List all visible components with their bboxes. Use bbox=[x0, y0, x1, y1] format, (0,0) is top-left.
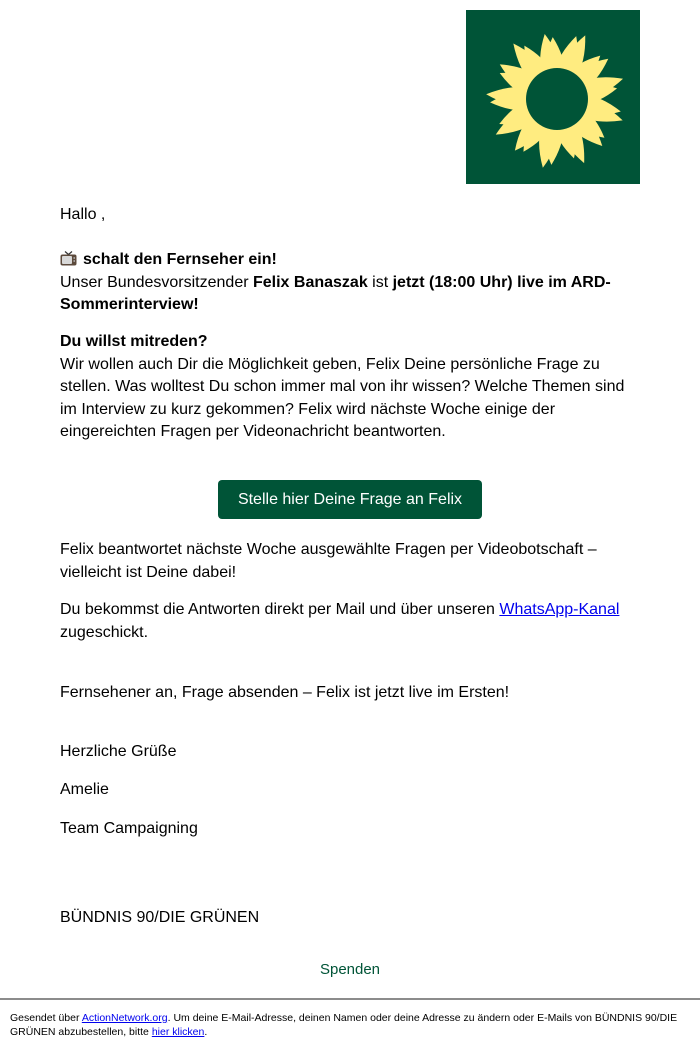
question-section bbox=[60, 331, 640, 444]
signoff-org bbox=[60, 907, 640, 930]
paragraph-whatsapp-after: zugeschickt. bbox=[60, 623, 149, 641]
signoff-closing bbox=[60, 741, 640, 764]
paragraph-whatsapp-before: Du bekommst die Antworten direkt per Mail und über unseren bbox=[60, 601, 500, 618]
chair-name: Felix Banaszak bbox=[252, 273, 368, 291]
sender-name: Amelie bbox=[60, 781, 109, 798]
paragraph-video-text: Felix beantwortet nächste Woche ausgewählte Fragen per Videobotschaft – vielleicht ist Deine dabei! bbox=[60, 541, 597, 581]
footer-text: . Um deine E-Mail-Adresse, deinen Namen oder deine Adresse zu ändern oder E-Mails von BÜNDNIS 90/DIE GRÜNEN abzubestellen, bitte bbox=[10, 1012, 678, 1038]
actionnetwork-link[interactable]: ActionNetwork.org bbox=[81, 1012, 168, 1024]
sunflower-icon bbox=[466, 10, 640, 184]
paragraph-live bbox=[60, 682, 640, 705]
intro-headline-text: schalt den Fernseher ein! bbox=[83, 251, 277, 268]
paragraph-video bbox=[60, 539, 640, 584]
paragraph-whatsapp bbox=[60, 599, 640, 644]
whatsapp-channel-link[interactable]: WhatsApp-Kanal bbox=[499, 601, 620, 618]
donate-link[interactable]: Spenden bbox=[319, 961, 381, 978]
section-title: Du willst mitreden? bbox=[60, 333, 208, 350]
intro-text bbox=[60, 272, 640, 317]
intro-headline bbox=[60, 249, 640, 272]
closing-text: Herzliche Grüße bbox=[60, 743, 177, 760]
tv-icon bbox=[60, 251, 77, 266]
live-notice: jetzt (18:00 Uhr) live im ARD-Sommerinterview! bbox=[60, 273, 611, 313]
intro-block bbox=[60, 249, 640, 317]
ask-question-button[interactable]: Stelle hier Deine Frage an Felix bbox=[218, 480, 482, 519]
footer bbox=[0, 998, 700, 1049]
footer-prefix: Gesendet über bbox=[10, 1012, 82, 1024]
team-name: Team Campaigning bbox=[60, 820, 198, 837]
signoff-team bbox=[60, 818, 640, 841]
paragraph-live-text: Fernsehener an, Frage absenden – Felix ist jetzt live im Ersten! bbox=[60, 684, 510, 701]
paragraph-whatsapp-text bbox=[60, 599, 640, 644]
unsubscribe-link[interactable]: hier klicken bbox=[151, 1026, 205, 1038]
intro-text-2: ist bbox=[367, 273, 393, 291]
signoff-name bbox=[60, 779, 640, 802]
party-logo bbox=[466, 10, 640, 184]
greeting-text: Hallo , bbox=[60, 206, 106, 223]
section-body: Wir wollen auch Dir die Möglichkeit geben, Felix Deine persönliche Frage zu stellen. Was wolltest Du schon immer mal von ihr wissen? Welche Themen sind im Interview zu kurz gekommen? Felix wird nächste Woche einige der eingereichten Fragen per Videonachricht beantworten. bbox=[60, 355, 625, 440]
greeting bbox=[60, 204, 640, 227]
intro-text-1: Unser Bundesvorsitzender bbox=[60, 273, 253, 291]
org-name: BÜNDNIS 90/DIE GRÜNEN bbox=[60, 909, 260, 926]
footer-suffix: . bbox=[204, 1026, 208, 1038]
